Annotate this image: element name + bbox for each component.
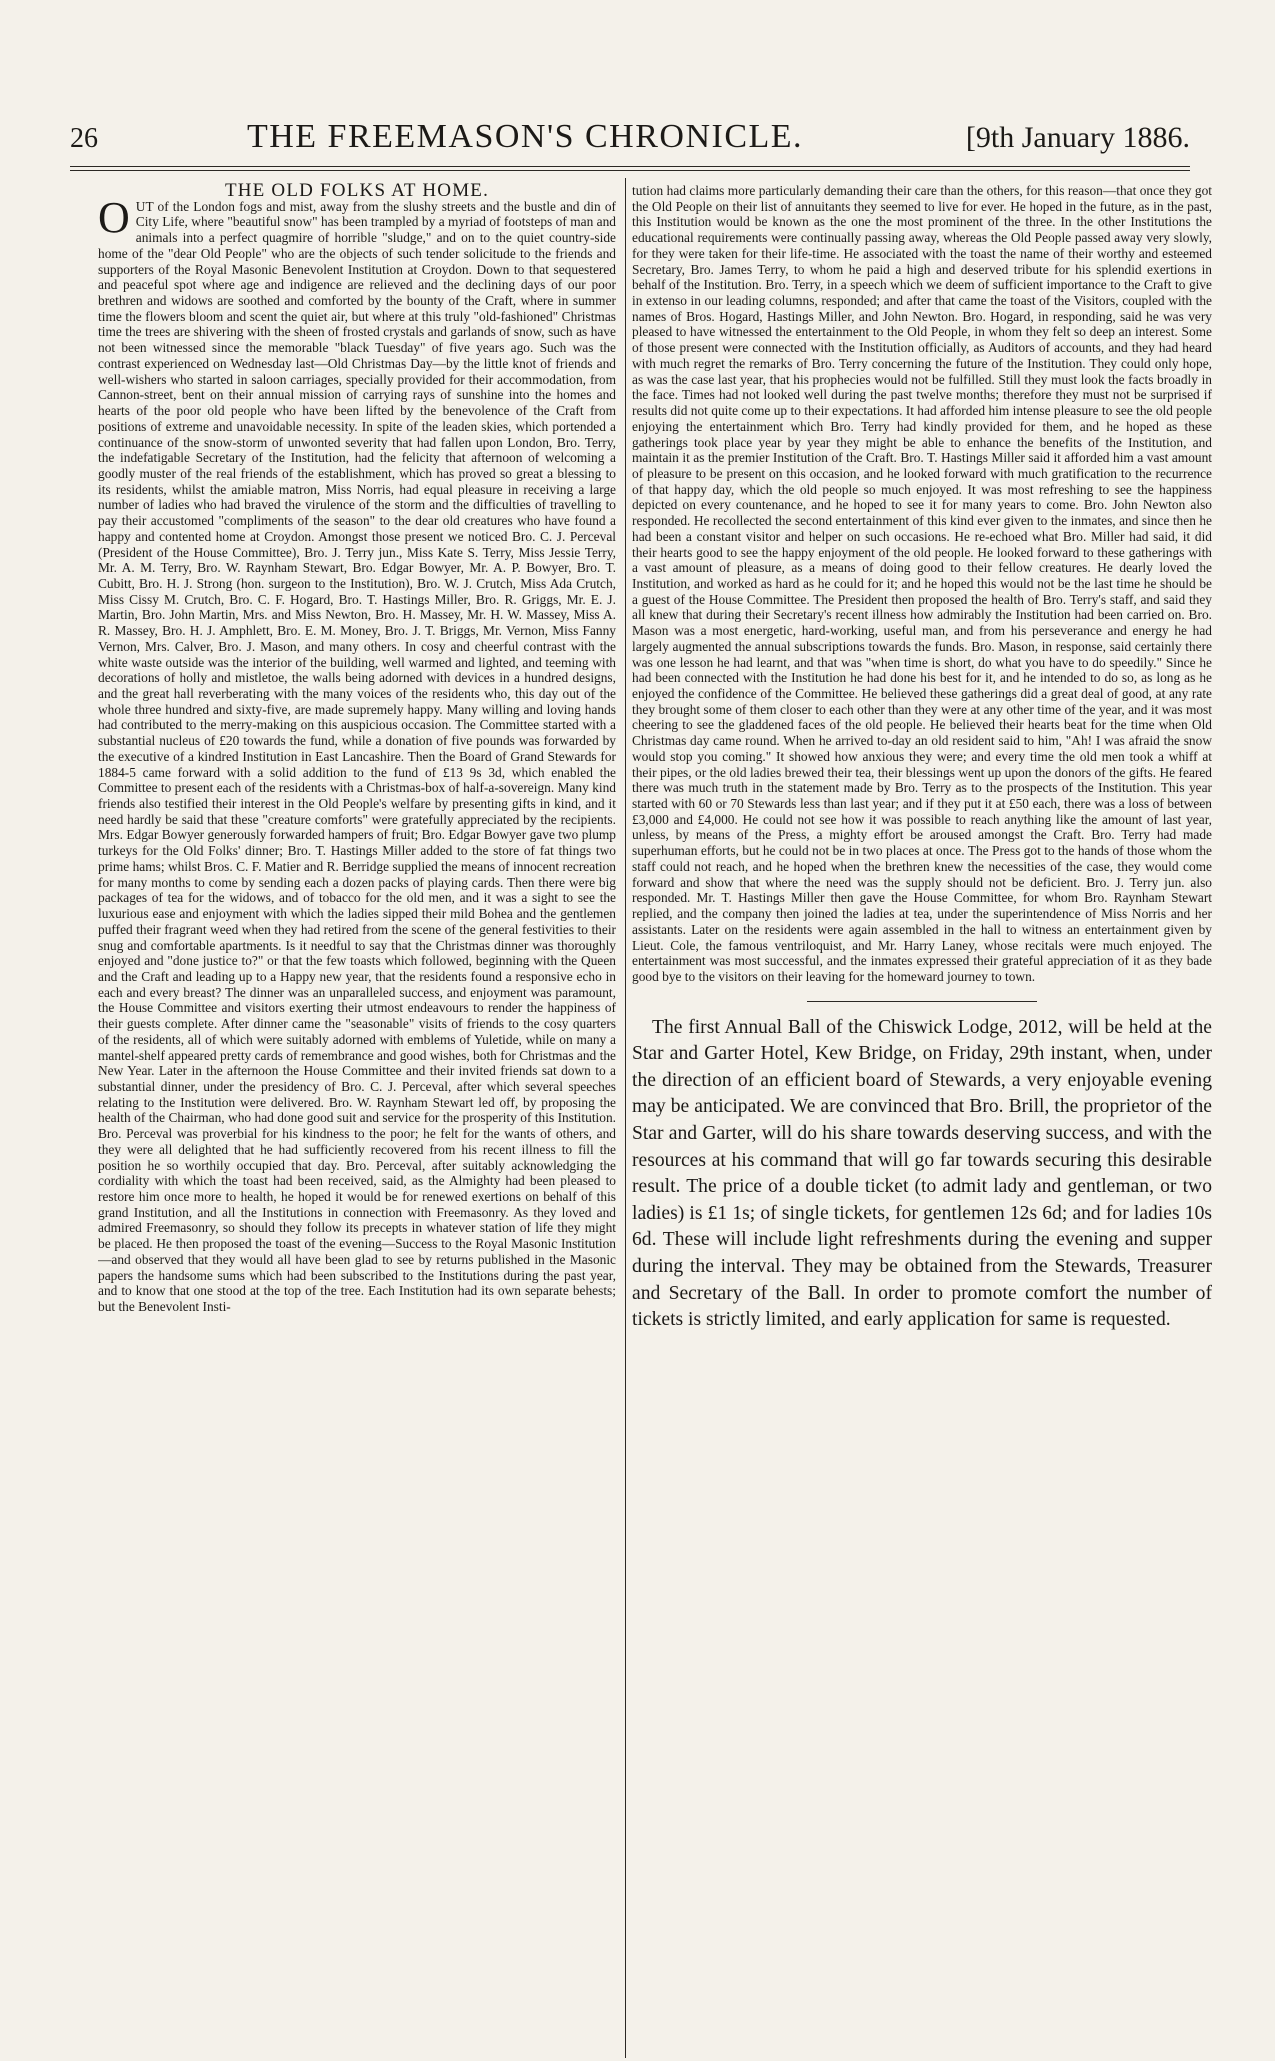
page-number: 26 bbox=[70, 123, 98, 154]
left-column bbox=[98, 183, 616, 2053]
article-paragraph-1-text: UT of the London fogs and mist, away from the slushy streets and the bustle and din of City Life, where "beautiful snow" has been trampled by a myriad of footsteps of man and animals into a perfect quagmire of horrible "sludge," and on to the quiet country-side home of the "dear Old People" who are the objects of such tender solicitude to the friends and supporters of the Royal Masonic Benevolent Institution at Croydon. Down to that sequestered and peaceful spot where age and indigence are relieved and the declining days of our poor brethren and widows are soothed and comforted by the bounty of the Craft, where in summer time the flowers bloom and scent the quiet air, but where at this truly "old-fashioned" Christmas time the trees are shivering with the sheen of frosted crystals and garlands of snow, such as have not been witnessed since the memorable "black Tuesday" of five years ago. Such was the contrast experienced on Wednesday last—Old Christmas Day—by the little knot of friends and well-wishers who started in saloon carriages, specially provided for their accommodation, from Cannon-street, bent on their annual mission of carrying rays of sunshine into the homes and hearts of the poor old people who have been lifted by the benevolence of the Craft from positions of extreme and unavoidable necessity. In spite of the leaden skies, which portended a continuance of the snow-storm of unwonted severity that had fallen upon London, Bro. Terry, the indefatigable Secretary of the Institution, had the felicity that afternoon of welcoming a goodly muster of the real friends of the establishment, which has proved so great a blessing to its residents, whilst the amiable matron, Miss Norris, had equal pleasure in receiving a large number of ladies who had braved the virulence of the storm and the difficulties of travelling to pay their accustomed "compliments of the season" to the dear old creatures who have found a happy and contented home at Croydon. Amongst those present we noticed Bro. C. J. Perceval (President of the House Committee), Bro. J. Terry jun., Miss Kate S. Terry, Miss Jessie Terry, Mr. A. M. Terry, Bro. W. Raynham Stewart, Bro. Edgar Bowyer, Mr. A. P. Bowyer, Bro. T. Cubitt, Bro. H. J. Strong (hon. surgeon to the Institution), Bro. W. J. Crutch, Miss Ada Crutch, Miss Cissy M. Crutch, Bro. C. F. Hogard, Bro. T. Hastings Miller, Bro. R. Griggs, Mr. E. J. Martin, Bro. John Martin, Mrs. and Miss Newton, Bro. H. Massey, Mr. H. W. Massey, Miss A. R. Massey, Bro. H. J. Amphlett, Bro. E. M. Money, Bro. J. T. Briggs, Mr. Vernon, Miss Fanny Vernon, Mrs. Calver, Bro. J. Mason, and many others. In cosy and cheerful contrast with the white waste outside was the interior of the building, well warmed and lighted, and teeming with decorations of holly and mistletoe, the walls being adorned with devices in a hundred designs, and the great hall reverberating with the many voices of the residents who, this day out of the whole three hundred and sixty-five, are made supremely happy. Many willing and loving hands had contributed to the merry-making on this auspicious occasion. The Committee started with a substantial nucleus of £20 towards the fund, while a donation of five pounds was forwarded by the executive of a kindred Institution in East Lancashire. Then the Board of Grand Stewards for 1884-5 came forward with a solid addition to the fund of £13 9s 3d, which enabled the Committee to present each of the residents with a Christmas-box of half-a-sovereign. Many kind friends also testified their interest in the Old People's welfare by presenting gifts in kind, and it need hardly be said that these "creature comforts" were gratefully appreciated by the recipients. Mrs. Edgar Bowyer generously forwarded hampers of fruit; Bro. Edgar Bowyer gave two plump turkeys for the Old Folks' dinner; Bro. T. Hastings Miller added to the store of fat things two prime hams; whilst Bros. C. F. Matier and R. Berridge supplied the means of innocent recreation for many months to come by sending each a dozen packs of playing cards. Then there were big packages of tea for the widows, and of tobacco for the old men, and it was a sight to see the luxurious ease and enjoyment with which the ladies sipped their mild Bohea and the gentlemen puffed their fragrant weed when they had retired from the scene of the general festivities to their snug and comfortable apartments. Is it needful to say that the Christmas dinner was thoroughly enjoyed and "done justice to?" or that the few toasts which followed, beginning with the Queen and the Craft and leading up to a Happy new year, that the residents found a responsive echo in each and every breast? The dinner was an unparalleled success, and enjoyment was paramount, the House Committee and visitors exerting their utmost endeavours to render the happiness of their guests complete. After dinner came the "seasonable" visits of friends to the cosy quarters of the residents, all of which were suitably adorned with emblems of Yuletide, while on many a mantel-shelf appeared pretty cards of remembrance and good wishes, both for Christmas and the New Year. Later in the afternoon the House Committee and their invited friends sat down to a substantial dinner, under the presidency of Bro. C. J. Perceval, after which several speeches relating to the Institution were delivered. Bro. W. Raynham Stewart led off, by proposing the health of the Chairman, who had done good suit and service for the prosperity of this Institution. Bro. Perceval was proverbial for his kindness to the poor; he felt for the wants of others, and they were all delighted that he had sufficiently recovered from his recent illness to fill the position he so worthily occupied that day. Bro. Perceval, after suitably acknowledging the cordiality with which the toast had been received, said, as the Almighty had been pleased to restore him once more to health, he hoped it would be for renewed exertions on behalf of this grand Institution, and all the Institutions in connection with Freemasonry. As they loved and admired Freemasonry, so should they follow its precepts in whatever station of life they might be placed. He then proposed the toast of the evening—Success to the Royal Masonic Institution—and observed that they would all have been glad to see by returns published in the Masonic papers the handsome sums which had been subscribed to the Institutions during the past year, and to know that one stood at the top of the tree. Each Institution had its own separate behests; but the Benevolent Insti- bbox=[98, 198, 616, 1315]
section-separator bbox=[807, 1001, 1037, 1002]
right-column bbox=[632, 183, 1212, 2053]
article-continuation: tution had claims more particularly demanding their care than the others, for this reason—that once they got the Old People on their list of annuitants they seemed to live for ever. He hoped in the future, as in the past, this Institution would be known as the one the most prominent of the three. In the other Institutions the educational requirements were continually passing away, whereas the Old People passed away very slowly, for they were taken for their life-time. He associated with the toast the name of their worthy and esteemed Secretary, Bro. James Terry, to whom he paid a high and deserved tribute for his splendid exertions in behalf of the Institution. Bro. Terry, in a speech which we deem of sufficient importance to the Craft to give in extenso in our leading columns, responded; and after that came the toast of the Visitors, coupled with the names of Bros. Hogard, Hastings Miller, and John Newton. Bro. Hogard, in responding, said he was very pleased to have witnessed the entertainment to the Old People, in whom they felt so deep an interest. Some of those present were connected with the Institution officially, as Auditors of accounts, and they had heard with much regret the remarks of Bro. Terry concerning the future of the Institution. They could only hope, as was the case last year, that his prophecies would not be fulfilled. Still they must look the facts broadly in the face. Times had not looked well during the past twelve months; therefore they must not be surprised if results did not quite come up to their expectations. It had afforded him intense pleasure to see the old people enjoying the entertainment which Bro. Terry had kindly provided for them, and he hoped as these gatherings took place year by year they might be able to enhance the benefits of the Institution, and maintain it as the premier Institution of the Craft. Bro. T. Hastings Miller said it afforded him a vast amount of pleasure to be present on this occasion, and he looked forward with much gratification to the recurrence of that happy day, which the old people so much enjoyed. It was most refreshing to see the happiness depicted on every countenance, and he hoped to see it for many years to come. Bro. John Newton also responded. He recollected the second entertainment of this kind ever given to the inmates, and since then he had been a constant visitor and helper on such occasions. He re-echoed what Bro. Miller had said, it did their hearts good to see the happy enjoyment of the old people. He looked forward to these gatherings with a vast amount of pleasure, as a means of doing good to their fellow creatures. He dearly loved the Institution, and worked as hard as he could for it; and he hoped this would not be the last time he should be a guest of the House Committee. The President then proposed the health of Bro. Terry's staff, and said they all knew that during their Secretary's recent illness how admirably the Institution had been carried on. Bro. Mason was a most energetic, hard-working, useful man, and from his perseverance and energy he had largely augmented the annual subscriptions towards the funds. Bro. Mason, in response, said certainly there was one lesson he had learnt, and that was "when time is short, do what you have to do speedily." Since he had been connected with the Institution he had done his best for it, and he intended to do so, as long as he enjoyed the confidence of the Committee. He believed these gatherings did a great deal of good, at any rate they brought some of them closer to each other than they were at any other time of the year, and it was most cheering to see the gladdened faces of the old people. He believed their hearts beat for the time when Old Christmas day came round. When he arrived to-day an old resident said to him, "Ah! I was afraid the snow would stop you coming." It showed how anxious they were; and every time the old men took a whiff at their pipes, or the old ladies brewed their tea, their blessings went up upon the donors of the gifts. He feared there was much truth in the statement made by Bro. Terry as to the prospects of the Institution. This year started with 60 or 70 Stewards less than last year; and if they put it at £50 each, there was a loss of between £3,000 and £4,000. He could not see how it was possible to reach anything like the amount of last year, unless, by means of the Press, a mighty effort be aroused amongst the Craft. Bro. Terry had made superhuman efforts, but he could not be in two places at once. The Press got to the hands of those whom the staff could not reach, and he hoped when the brethren knew the necessities of the case, they would come forward and show that where the need was the supply should not be deficient. Bro. J. Terry jun. also responded. Mr. T. Hastings Miller then gave the House Committee, for whom Bro. Raynham Stewart replied, and the company then joined the ladies at tea, under the superintendence of Miss Norris and her assistants. Later on the residents were again assembled in the hall to witness an entertainment given by Lieut. Cole, the famous ventriloquist, and Mr. Harry Laney, whose recitals were much enjoyed. The entertainment was most successful, and the inmates expressed their grateful appreciation of it as they bade good bye to the visitors on their leaving for the homeward journey to town. bbox=[632, 183, 1212, 984]
drop-cap: O bbox=[98, 192, 130, 242]
header-rule-top bbox=[70, 166, 1190, 167]
header-rule-bottom bbox=[70, 170, 1190, 171]
article-headline: THE OLD FOLKS AT HOME. bbox=[224, 183, 490, 201]
column-divider bbox=[625, 178, 626, 2058]
ball-notice: The first Annual Ball of the Chiswick Lodge, 2012, will be held at the Star and Garter Hotel, Kew Bridge, on Friday, 29th instant, when, under the direction of an efficient board of Stewards, a very enjoyable evening may be anticipated. We are convinced that Bro. Brill, the proprietor of the Star and Garter, will do his share towards deserving success, and with the resources at his command that will go far towards securing this desirable result. The price of a double ticket (to admit lady and gentleman, or two ladies) is £1 1s; of single tickets, for gentlemen 12s 6d; and for ladies 10s 6d. These will include light refreshments during the evening and supper during the interval. They may be obtained from the Stewards, Treasurer and Secretary of the Ball. In order to promote comfort the number of tickets is strictly limited, and early application for same is requested. bbox=[632, 1016, 1212, 1331]
publication-title: THE FREEMASON'S CHRONICLE. bbox=[246, 118, 804, 155]
issue-date: [9th January 1886. bbox=[965, 121, 1190, 154]
masthead bbox=[70, 118, 1190, 158]
